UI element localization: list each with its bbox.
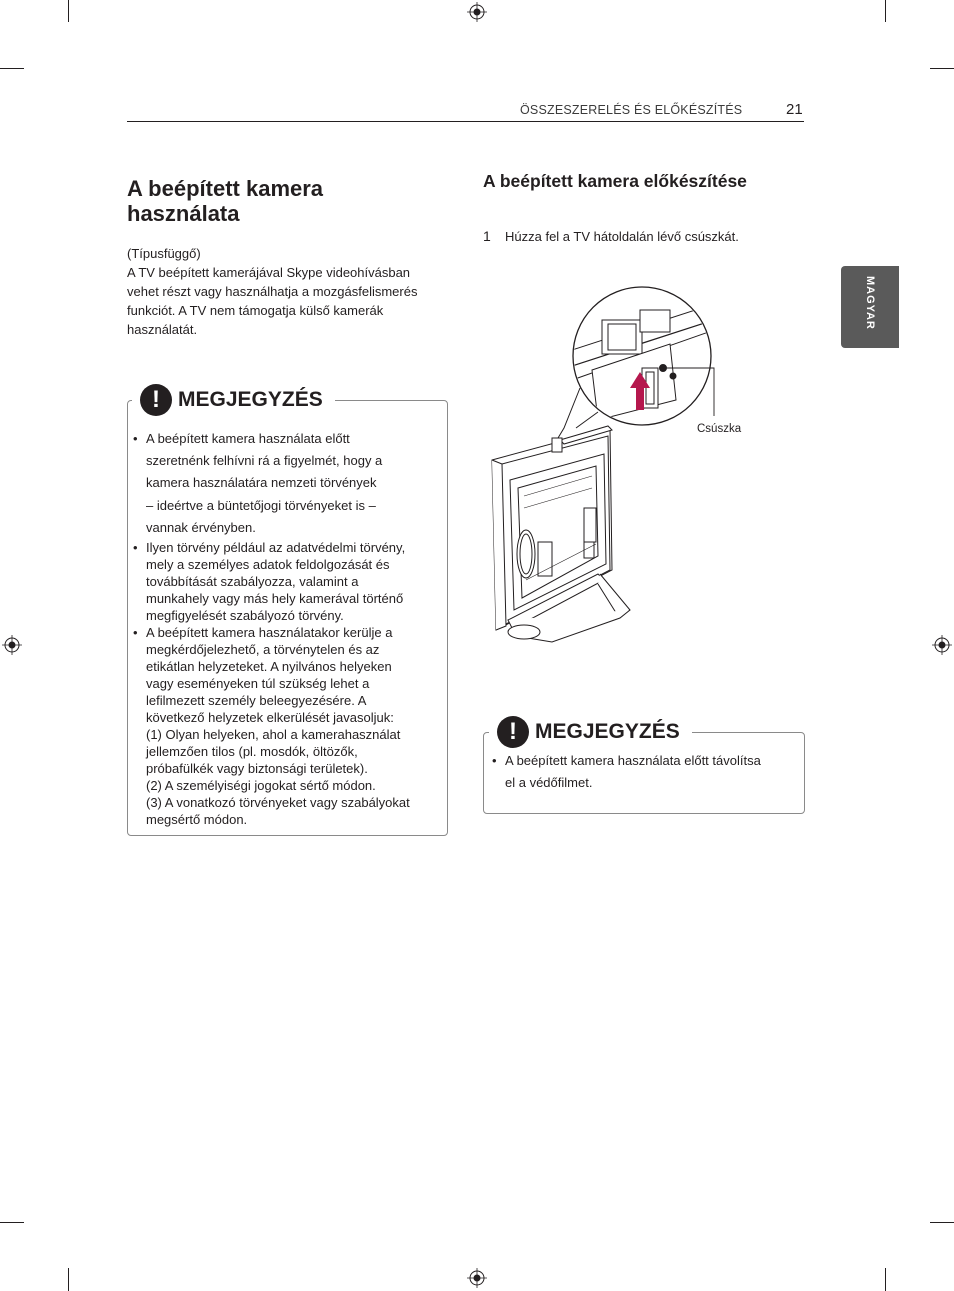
list-item [128,624,444,828]
list-line: vagy eseményeken túl szükség lehet a [146,676,370,692]
registration-mark-icon [2,635,22,655]
crop-mark [68,1268,69,1291]
list-line: – ideértve a büntetőjogi törvényeket is – [146,497,376,513]
intro-line: (Típusfüggő) [127,246,201,261]
page-title [127,176,447,226]
intro-line: használatát. [127,322,198,337]
list-line: megfigyelését szabályozó törvény. [146,608,344,624]
step-text: Húzza fel a TV hátoldalán lévő csúszkát. [505,229,739,244]
crop-mark [930,68,954,69]
tv-back-illustration [480,280,780,660]
list-line: megsértő módon. [146,812,248,828]
section-heading: A beépített kamera előkészítése [483,171,747,191]
crop-mark [930,1222,954,1223]
exclamation-icon: ! [497,716,529,748]
list-line: továbbítását szabályozza, valamint a [146,574,359,590]
list-line: megkérdőjelezhető, a törvénytelen és az [146,642,380,658]
registration-mark-icon [467,2,487,22]
note-header-left [132,384,335,416]
list-line: munkahely vagy más hely kamerával történő [146,591,404,607]
page-title-line: A beépített kamera [127,176,324,201]
list-line: • A beépített kamera használata előtt [146,431,350,446]
page-number: 21 [786,101,803,118]
list-item [128,539,444,624]
section-title: ÖSSZESZERELÉS ÉS ELŐKÉSZÍTÉS [520,103,743,117]
note-label: MEGJEGYZÉS [535,720,680,743]
crop-mark [885,1268,886,1291]
registration-mark-icon [932,635,952,655]
note-header-right [489,716,692,748]
slider-callout-label: Csúszka [697,423,742,435]
intro-line: vehet részt vagy használhatja a mozgásfelismerés [127,284,418,299]
list-line: (3) A vonatkozó törvényeket vagy szabályokat [146,795,410,811]
intro-line: funkciót. A TV nem támogatja külső kamerák [127,303,384,318]
list-line: jellemzően tilos (pl. mosdók, öltözők, [146,744,358,760]
list-line: próbafülkék vagy biztonsági területek). [146,761,368,777]
language-tab [841,266,899,348]
page-title-line: használata [127,201,240,226]
exclamation-icon: ! [140,384,172,416]
language-tab-label: MAGYAR [864,276,876,330]
list-line: • A beépített kamera használata előtt távolítsa [505,753,761,768]
registration-mark-icon [467,1268,487,1288]
crop-mark [0,1222,24,1223]
note-list-right [487,750,799,794]
list-line: (1) Olyan helyeken, ahol a kamerahasználat [146,727,401,743]
list-line: • A beépített kamera használatakor kerülje a [146,625,393,641]
intro-paragraph [127,244,452,339]
list-line: kamera használatára nemzeti törvények [146,475,377,491]
list-line: következő helyzetek elkerülését javasoljuk: [146,710,394,726]
list-item [128,428,444,539]
list-item [487,750,799,794]
crop-mark [0,68,24,69]
list-line: mely a személyes adatok feldolgozását és [146,557,390,573]
step-number: 1 [483,228,491,244]
note-label: MEGJEGYZÉS [178,388,323,411]
list-line: etikátlan helyzeteket. A nyilvános helyeken [146,659,392,675]
crop-mark [68,0,69,22]
intro-line: A TV beépített kamerájával Skype videohívásban [127,265,411,280]
note-list-left [128,428,444,828]
header-divider [127,121,804,122]
list-line: • Ilyen törvény például az adatvédelmi törvény, [146,540,406,556]
list-line: lefilmezett személy beleegyezésére. A [146,693,367,709]
crop-mark [885,0,886,22]
list-line: szeretnénk felhívni rá a figyelmét, hogy a [146,453,383,469]
list-line: (2) A személyiségi jogokat sértő módon. [146,778,376,794]
list-line: el a védőfilmet. [505,775,593,790]
list-line: vannak érvényben. [146,519,256,535]
